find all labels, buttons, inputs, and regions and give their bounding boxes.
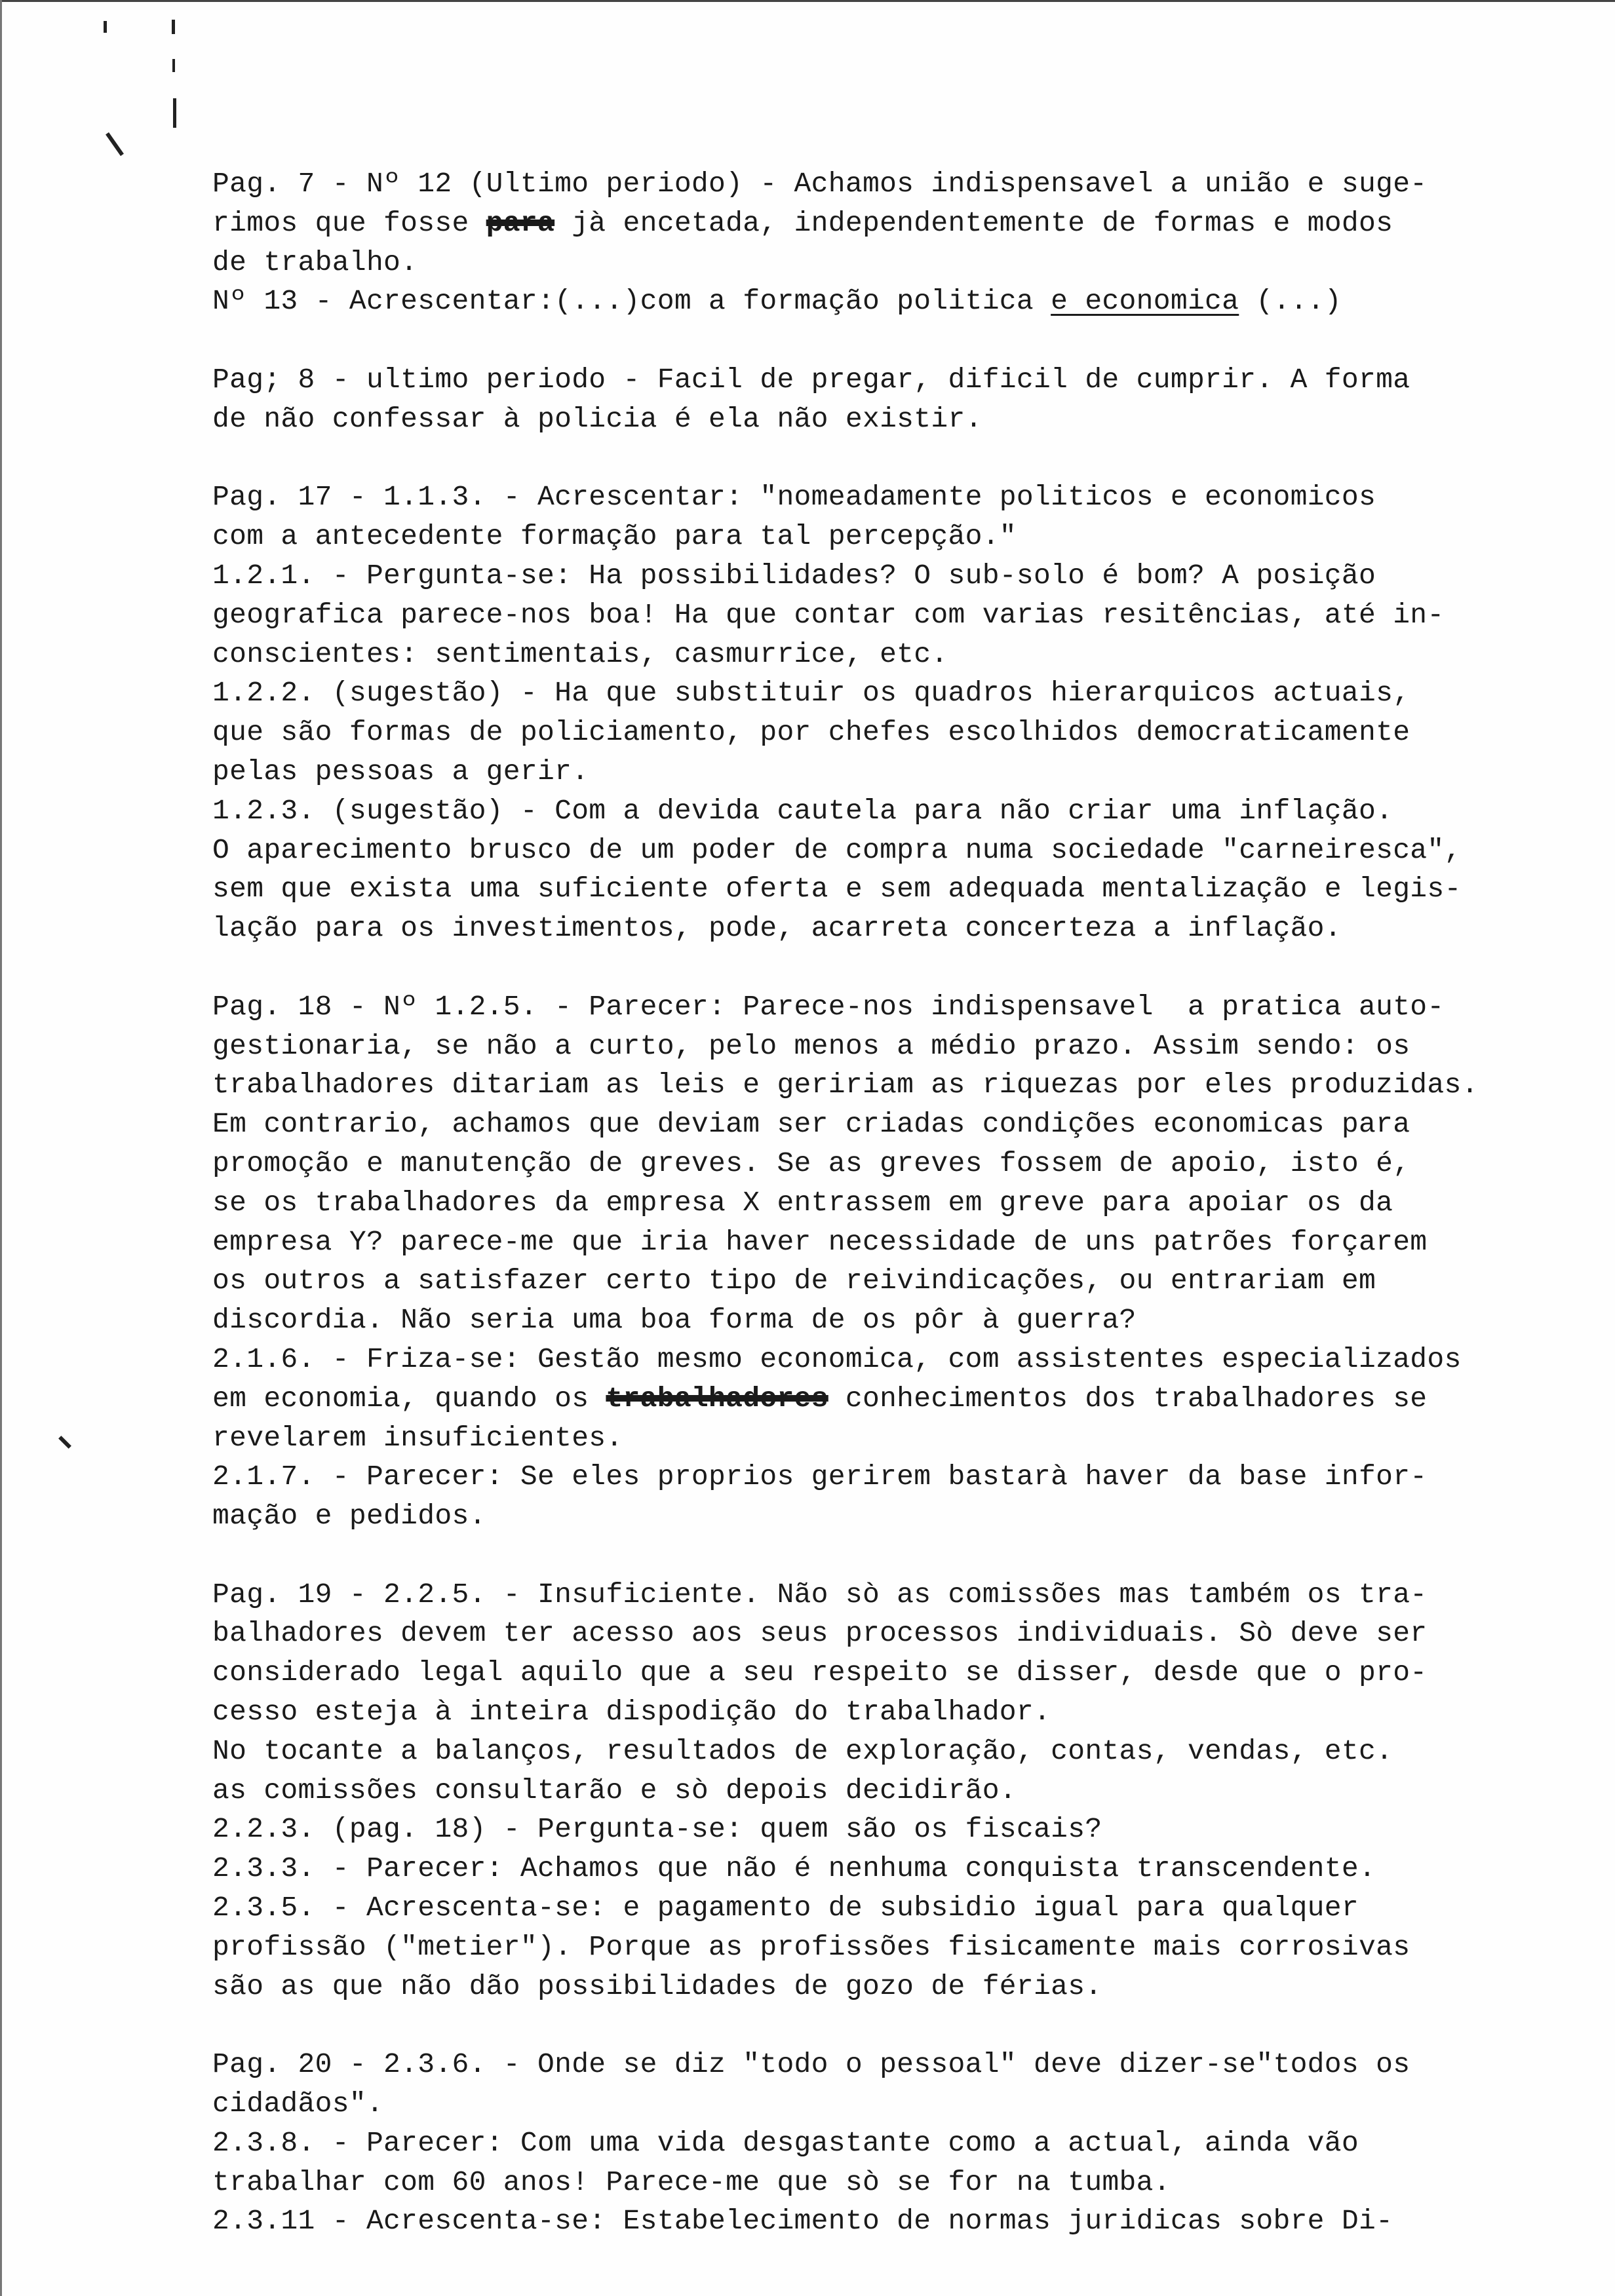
punch-mark <box>106 132 124 156</box>
punch-mark <box>172 59 175 72</box>
text-line: os outros a satisfazer certo tipo de reivindicações, ou entrariam em <box>212 1265 1376 1297</box>
text-line: cidadãos". <box>212 2088 384 2120</box>
text-line: Pag. 19 - 2.2.5. - Insuficiente. Não sò as comissões mas também os tra- <box>212 1578 1428 1611</box>
text-segment: (...) <box>1239 285 1342 318</box>
text-line: empresa Y? parece-me que iria haver necessidade de uns patrões forçarem <box>212 1225 1428 1258</box>
text-line: balhadores devem ter acesso aos seus processos individuais. Sò deve ser <box>212 1617 1428 1650</box>
text-line: de não confessar à policia é ela não existir. <box>212 402 983 435</box>
text-line <box>212 1379 1479 1419</box>
struck-text: trabalhadores <box>606 1382 828 1415</box>
text-line: geografica parece-nos boa! Ha que contar com varias resitências, até in- <box>212 598 1445 631</box>
blank-line <box>212 1536 1479 1575</box>
text-line: 2.1.6. - Friza-se: Gestão mesmo economica, com assistentes especializados <box>212 1343 1462 1375</box>
blank-line <box>212 321 1479 360</box>
text-line: gestionaria, se não a curto, pelo menos a médio prazo. Assim sendo: os <box>212 1029 1411 1062</box>
text-line: 2.3.5. - Acrescenta-se: e pagamento de subsidio igual para qualquer <box>212 1892 1359 1924</box>
text-line: lação para os investimentos, pode, acarreta concerteza a inflação. <box>212 912 1342 945</box>
text-line: O aparecimento brusco de um poder de compra numa sociedade "carneiresca", <box>212 833 1462 866</box>
text-line: No tocante a balanços, resultados de exploração, contas, vendas, etc. <box>212 1734 1393 1767</box>
text-line: Pag. 7 - Nº 12 (Ultimo periodo) - Achamos indispensavel a união e suge- <box>212 168 1428 200</box>
text-line: se os trabalhadores da empresa X entrassem em greve para apoiar os da <box>212 1186 1393 1219</box>
page-edge-left <box>0 0 2 2296</box>
text-line: Pag. 18 - Nº 1.2.5. - Parecer: Parece-nos indispensavel a pratica auto- <box>212 990 1445 1023</box>
text-line: 1.2.3. (sugestão) - Com a devida cautela para não criar uma inflação. <box>212 794 1393 827</box>
text-line: trabalhar com 60 anos! Parece-me que sò se for na tumba. <box>212 2166 1171 2198</box>
text-line: discordia. Não seria uma boa forma de os pôr à guerra? <box>212 1304 1137 1337</box>
text-line: 2.3.3. - Parecer: Achamos que não é nenhuma conquista transcendente. <box>212 1852 1376 1885</box>
text-line <box>212 282 1479 321</box>
text-line: 1.2.2. (sugestão) - Ha que substituir os quadros hierarquicos actuais, <box>212 677 1411 710</box>
text-line: revelarem insuficientes. <box>212 1421 623 1454</box>
text-line: 1.2.1. - Pergunta-se: Ha possibilidades? O sub-solo é bom? A posição <box>212 559 1376 592</box>
blank-line <box>212 439 1479 478</box>
page-edge-top <box>0 0 1615 2</box>
text-segment: rimos que fosse <box>212 206 486 239</box>
text-line: pelas pessoas a gerir. <box>212 755 589 788</box>
text-line: mação e pedidos. <box>212 1500 486 1533</box>
text-segment: jà encetada, independentemente de formas e modos <box>555 206 1393 239</box>
text-segment: conhecimentos dos trabalhadores se <box>828 1382 1428 1415</box>
struck-text: para <box>486 206 555 239</box>
text-line: promoção e manutenção de greves. Se as greves fossem de apoio, isto é, <box>212 1147 1411 1179</box>
text-line: considerado legal aquilo que a seu respeito se disser, desde que o pro- <box>212 1656 1428 1689</box>
text-line: cesso esteja à inteira dispodição do trabalhador. <box>212 1696 1051 1729</box>
punch-mark <box>173 98 176 128</box>
text-line: com a antecedente formação para tal percepção." <box>212 520 1017 553</box>
punch-mark <box>172 20 175 34</box>
text-line: profissão ("metier"). Porque as profissões fisicamente mais corrosivas <box>212 1930 1411 1963</box>
text-line: conscientes: sentimentais, casmurrice, etc. <box>212 638 948 670</box>
text-line: Pag. 20 - 2.3.6. - Onde se diz "todo o pessoal" deve dizer-se"todos os <box>212 2048 1411 2081</box>
underlined-text: e economica <box>1051 285 1239 318</box>
text-line: de trabalho. <box>212 246 418 278</box>
text-line <box>212 204 1479 243</box>
text-line: Pag; 8 - ultimo periodo - Facil de pregar, dificil de cumprir. A forma <box>212 363 1411 396</box>
text-line: 2.3.11 - Acrescenta-se: Estabelecimento de normas juridicas sobre Di- <box>212 2205 1393 2238</box>
text-line: são as que não dão possibilidades de gozo de férias. <box>212 1970 1102 2002</box>
text-line: Em contrario, achamos que deviam ser criadas condições economicas para <box>212 1108 1411 1141</box>
text-line: que são formas de policiamento, por chefes escolhidos democraticamente <box>212 716 1411 749</box>
text-line: trabalhadores ditariam as leis e geririam as riquezas por eles produzidas. <box>212 1069 1479 1101</box>
blank-line <box>212 2006 1479 2045</box>
text-segment: em economia, quando os <box>212 1382 606 1415</box>
text-line: as comissões consultarão e sò depois decidirão. <box>212 1774 1017 1807</box>
text-line: 2.3.8. - Parecer: Com uma vida desgastante como a actual, ainda vão <box>212 2126 1359 2159</box>
document-body <box>212 164 1479 2241</box>
text-line: sem que exista uma suficiente oferta e sem adequada mentalização e legis- <box>212 873 1462 906</box>
punch-mark <box>58 1436 71 1449</box>
text-line: 2.2.3. (pag. 18) - Pergunta-se: quem são os fiscais? <box>212 1813 1102 1846</box>
blank-line <box>212 948 1479 987</box>
punch-mark <box>104 21 107 33</box>
text-line: Pag. 17 - 1.1.3. - Acrescentar: "nomeadamente politicos e economicos <box>212 481 1376 514</box>
text-segment: Nº 13 - Acrescentar:(...)com a formação politica <box>212 285 1051 318</box>
text-line: 2.1.7. - Parecer: Se eles proprios gerirem bastarà haver da base infor- <box>212 1461 1428 1493</box>
